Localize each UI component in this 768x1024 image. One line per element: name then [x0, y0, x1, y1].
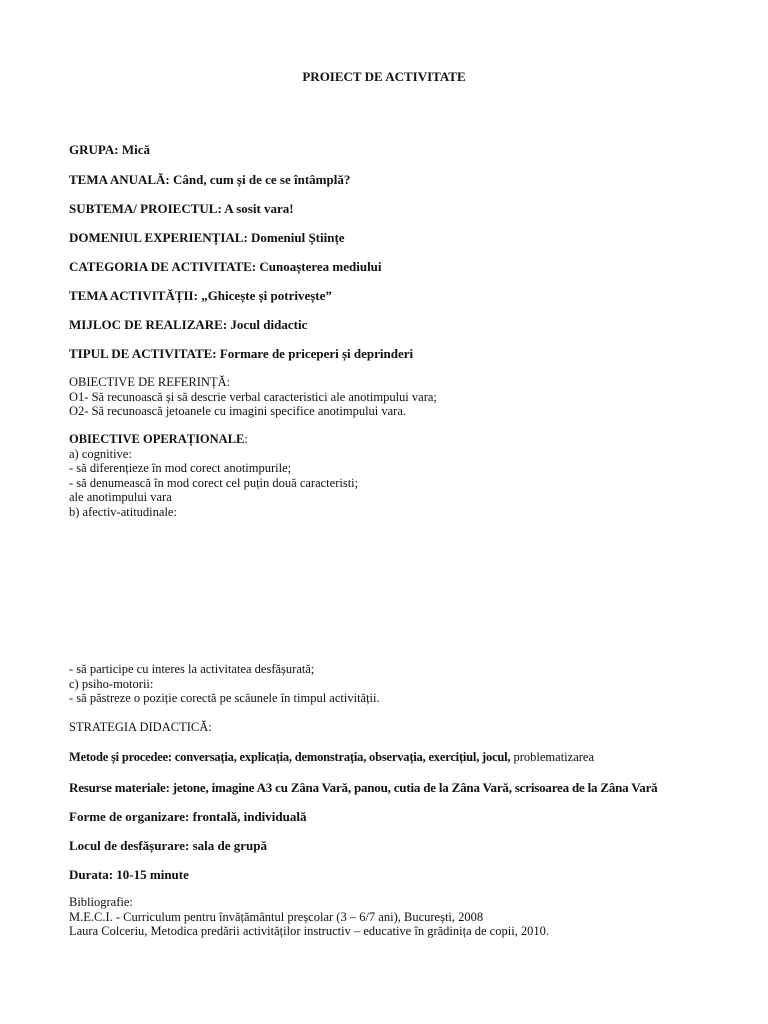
tipul-line: TIPUL DE ACTIVITATE: Formare de priceperi și deprinderi	[69, 346, 414, 361]
obiective-operationale-continued	[69, 662, 380, 706]
obiective-referinta-heading: OBIECTIVE DE REFERINȚĂ:	[69, 375, 231, 389]
tema-activitatii-line: TEMA ACTIVITĂȚII: „Ghicește și potrivește”	[69, 288, 332, 303]
forme-line: Forme de organizare: frontală, individuală	[69, 809, 307, 824]
bibliografie-section	[69, 895, 549, 939]
grupa-line: GRUPA: Mică	[69, 142, 150, 157]
metode-bold: Metode și procedee: conversația, explicația, demonstrația, observația, exercițiul, jocul,	[69, 750, 511, 764]
op-line-3: ale anotimpului vara	[69, 490, 172, 504]
heading-colon: :	[244, 432, 248, 446]
strategia-heading: STRATEGIA DIDACTICĂ:	[69, 720, 212, 734]
bibliografie-item-2: Laura Colceriu, Metodica predării activităților instructiv – educative în grădinița de copii, 2010.	[69, 924, 550, 938]
locul-line: Locul de desfășurare: sala de grupă	[69, 838, 268, 853]
bibliografie-item-1: M.E.C.I. - Curriculum pentru învățământul preșcolar (3 – 6/7 ani), București, 2008	[69, 909, 484, 924]
durata-line: Durata: 10-15 minute	[69, 867, 189, 882]
document-title: PROIECT DE ACTIVITATE	[302, 69, 466, 84]
obiective-operationale-heading-row	[69, 432, 358, 447]
obiective-operationale-heading: OBIECTIVE OPERAȚIONALE	[69, 432, 245, 446]
op-line-c: c) psiho-motorii:	[69, 676, 154, 691]
mijloc-line: MIJLOC DE REALIZARE: Jocul didactic	[69, 317, 308, 332]
obiective-operationale-section	[69, 432, 358, 519]
bibliografie-heading: Bibliografie:	[69, 895, 133, 909]
domeniu-line: DOMENIUL EXPERIENȚIAL: Domeniul Științe	[69, 230, 345, 245]
op-line-a: a) cognitive:	[69, 446, 132, 461]
metode-tail: problematizarea	[510, 750, 595, 764]
resurse-line: Resurse materiale: jetone, imagine A3 cu Zâna Vară, panou, cutia de la Zâna Vară, scrisoarea de la Zâna Vară	[69, 780, 658, 795]
op-line-2: - să denumească în mod corect cel puțin două caracteristi;	[69, 475, 359, 490]
subtema-line: SUBTEMA/ PROIECTUL: A sosit vara!	[69, 201, 294, 216]
op-line-4: - să participe cu interes la activitatea desfășurată;	[69, 662, 315, 676]
categoria-line: CATEGORIA DE ACTIVITATE: Cunoașterea mediului	[69, 259, 382, 274]
metode-line	[69, 750, 594, 765]
op-line-1: - să diferențieze în mod corect anotimpurile;	[69, 461, 292, 475]
tema-anuala-line: TEMA ANUALĂ: Când, cum și de ce se întâmplă?	[69, 172, 351, 187]
op-line-5: - să păstreze o poziție corectă pe scăunele în timpul activității.	[69, 691, 380, 705]
op-line-b: b) afectiv-atitudinale:	[69, 504, 177, 519]
obiectiv-o2: O2- Să recunoască jetoanele cu imagini specifice anotimpului vara.	[69, 404, 407, 418]
obiectiv-o1: O1- Să recunoască și să descrie verbal caracteristici ale anotimpului vara;	[69, 389, 437, 404]
obiective-referinta-section	[69, 375, 437, 419]
